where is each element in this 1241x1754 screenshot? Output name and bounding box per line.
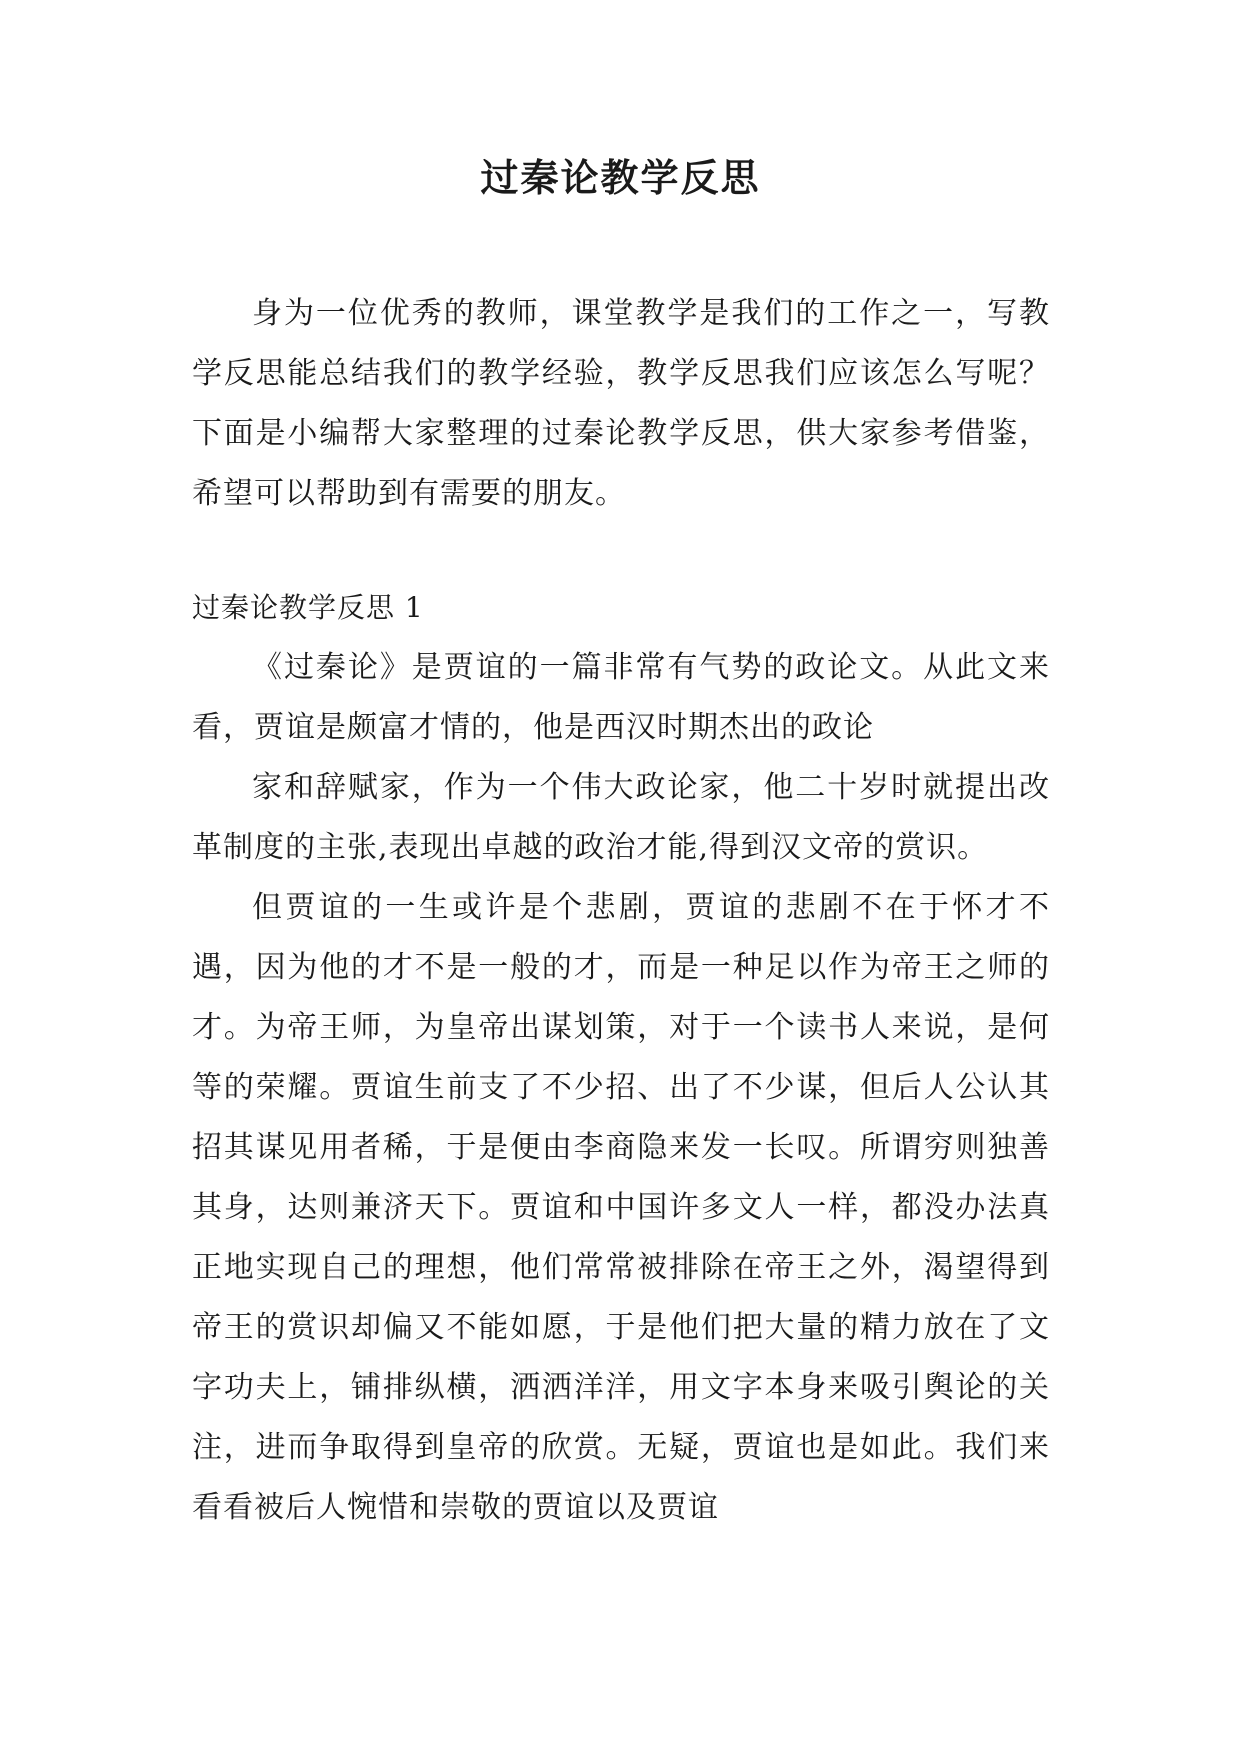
document-title: 过秦论教学反思	[480, 156, 761, 200]
intro-block	[192, 284, 1050, 524]
body-paragraph-1: 《过秦论》是贾谊的一篇非常有气势的政论文。从此文来看，贾谊是颇富才情的，他是西汉时期杰出的政论	[192, 650, 1050, 745]
body-paragraph-2: 家和辞赋家，作为一个伟大政论家，他二十岁时就提出改革制度的主张,表现出卓越的政治才能,得到汉文帝的赏识。	[192, 770, 1050, 865]
body-paragraph-3: 但贾谊的一生或许是个悲剧，贾谊的悲剧不在于怀才不遇，因为他的才不是一般的才，而是一种足以作为帝王之师的才。为帝王师，为皇帝出谋划策，对于一个读书人来说，是何等的荣耀。贾谊生前支了不少招、出了不少谋，但后人公认其招其谋见用者稀，于是便由李商隐来发一长叹。所谓穷则独善其身，达则兼济天下。贾谊和中国许多文人一样，都没办法真正地实现自己的理想，他们常常被排除在帝王之外，渴望得到帝王的赏识却偏又不能如愿，于是他们把大量的精力放在了文字功夫上，铺排纵横，洒洒洋洋，用文字本身来吸引舆论的关注，进而争取得到皇帝的欣赏。无疑，贾谊也是如此。我们来看看被后人惋惜和崇敬的贾谊以及贾谊	[192, 890, 1050, 1525]
intro-paragraph: 身为一位优秀的教师，课堂教学是我们的工作之一，写教学反思能总结我们的教学经验，教学反思我们应该怎么写呢？下面是小编帮大家整理的过秦论教学反思，供大家参考借鉴，希望可以帮助到有需要的朋友。	[192, 296, 1050, 511]
section-heading: 过秦论教学反思 1	[192, 591, 424, 624]
section-block	[192, 578, 1050, 1538]
